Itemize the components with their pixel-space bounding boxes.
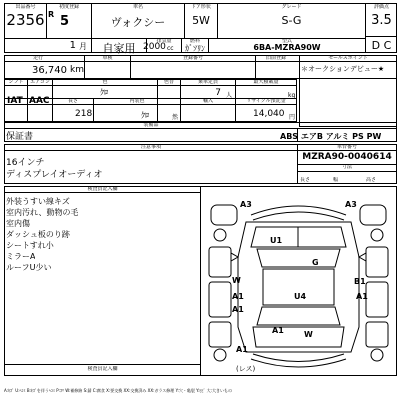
- car-damage-diagram: [201, 187, 396, 375]
- reg-year: 5: [60, 14, 70, 29]
- damage-mark-left-rear: A1: [232, 305, 244, 314]
- damage-mark-right-b1: B1: [354, 277, 366, 286]
- damage-mark-tailgate: A1: [272, 326, 284, 335]
- reg-no-label: 登録番号: [182, 55, 203, 61]
- damage-mark-left-repair: W: [232, 276, 241, 285]
- body-color: ｸﾛ: [100, 88, 108, 97]
- damage-mark-front-left: A3: [240, 200, 252, 209]
- sales-point-label: セールスポイント: [328, 55, 368, 61]
- unit-mark: 然: [172, 114, 179, 121]
- shift: IAT: [7, 96, 23, 106]
- doors: 5W: [192, 14, 210, 27]
- length: 218: [75, 109, 93, 119]
- ac-label: エアコン: [30, 79, 50, 85]
- car-name-label: 車名: [132, 4, 143, 10]
- model-code: 6BA-MZRA90W: [253, 43, 321, 52]
- load-label: 最大積載量: [253, 79, 279, 85]
- inspection-line-6: ミラーA: [6, 252, 36, 261]
- cc-unit: cc: [167, 45, 174, 52]
- damage-mark-left-door: A1: [232, 292, 244, 301]
- dims-length: 長さ: [300, 177, 311, 183]
- dims-width: 幅: [333, 177, 339, 183]
- inspection-label: 検査員記入欄: [87, 186, 118, 192]
- color-no-label: 色替: [163, 79, 174, 85]
- import-label: 輸入: [202, 98, 213, 104]
- damage-legend: A:ｷｽﾞ U:ﾍｺﾐ B:ｷｽﾞを伴うﾍｺﾐ P:ｽﾘ W:補修跡 S:錆 C:腐食 X:要交換 XX:交換済み XX:ガラス修理 Y:穴・亀裂 Y:ﾋﾋﾞ 大:大きいもの: [4, 388, 232, 393]
- lot-number: 2356: [6, 11, 45, 29]
- warranty-book: 保証書: [6, 132, 34, 142]
- capacity-label: 乗車定員: [197, 79, 218, 85]
- cc: 2000: [143, 42, 166, 52]
- damage-mark-rear-w: W: [304, 330, 313, 339]
- first-reg-label: 初度登録: [58, 4, 79, 10]
- interior-color: ｸﾛ: [141, 111, 149, 120]
- inspection-line-2: 室内汚れ、動物の毛: [6, 208, 79, 217]
- inspection-line-3: 室内傷: [6, 219, 30, 228]
- era: R: [48, 10, 55, 19]
- sub-grades: D C: [371, 39, 392, 52]
- equipment-label: 装備品: [143, 122, 159, 128]
- cc-label: 排気量: [156, 38, 172, 44]
- mileage-label: 走行: [32, 55, 43, 61]
- load-unit: kg: [288, 92, 296, 99]
- length-label: 長さ: [67, 98, 78, 104]
- mileage: 36,740: [32, 65, 67, 76]
- notes-label: 注意事項: [140, 144, 161, 150]
- recycle-unit: 円: [289, 114, 296, 121]
- notes-line-1: 16インチ: [6, 158, 45, 168]
- chassis-label: 車台番号: [336, 144, 357, 150]
- recycle-fee: 14,040: [253, 109, 285, 119]
- car-name: ヴォクシー: [110, 16, 166, 29]
- damage-mark-front-right: A3: [345, 200, 357, 209]
- interior-label: 内装色: [129, 98, 145, 104]
- shift-label: シフト: [8, 79, 24, 85]
- dims-label: 寸法: [341, 164, 352, 170]
- lot-label: 出品番号: [15, 4, 36, 10]
- month-unit: 月: [79, 42, 87, 51]
- model-label: 型式: [281, 38, 292, 44]
- prev-reg-label: 旧前登録: [265, 55, 286, 61]
- damage-mark-right-door: A1: [356, 292, 368, 301]
- damage-mark-roof-glass: G: [312, 258, 319, 267]
- capacity-unit: 人: [226, 92, 233, 99]
- score: 3.5: [371, 13, 392, 28]
- grade: S-G: [281, 14, 302, 27]
- fuel-label: 燃料: [189, 38, 200, 44]
- chassis-number: MZRA90-0040614: [302, 152, 392, 162]
- inspection-line-4: ダッシュ板のり跡: [6, 230, 70, 239]
- aircon: AAC: [29, 96, 50, 106]
- use-type: 自家用: [102, 42, 136, 55]
- grade-label: グレード: [281, 4, 302, 10]
- color-label: 色: [102, 79, 108, 85]
- capacity: 7: [215, 88, 221, 98]
- damage-mark-roof: U4: [294, 292, 307, 301]
- doors-label: ドア形状: [191, 4, 211, 10]
- inspection-lower-label: 検査員記入欄: [87, 366, 118, 372]
- diagram-tag: (レス): [236, 365, 256, 373]
- dims-height: 高さ: [366, 177, 377, 183]
- damage-mark-rear-left: A1: [236, 345, 248, 354]
- damage-mark-windshield: U1: [270, 236, 283, 245]
- inspection-line-7: ルーフU少い: [6, 263, 52, 272]
- fuel: ｶﾞｿﾘﾝ: [185, 44, 205, 53]
- equipment-items: ABS エアB アルミ PS PW: [280, 132, 382, 141]
- mileage-unit: km: [70, 65, 84, 75]
- inspection-label: 車検: [102, 55, 113, 61]
- inspection-line-5: シートすれ小: [6, 241, 54, 250]
- inspection-line-1: 外装うすい線キズ: [6, 197, 70, 206]
- sales-point: ＊オークションデビュー★: [301, 65, 385, 73]
- reg-month: 1: [69, 40, 76, 51]
- notes-line-2: ディスプレイオーディオ: [6, 170, 103, 180]
- recycle-label: リサイクル預託金: [246, 98, 286, 104]
- score-label: 評価点: [373, 4, 389, 10]
